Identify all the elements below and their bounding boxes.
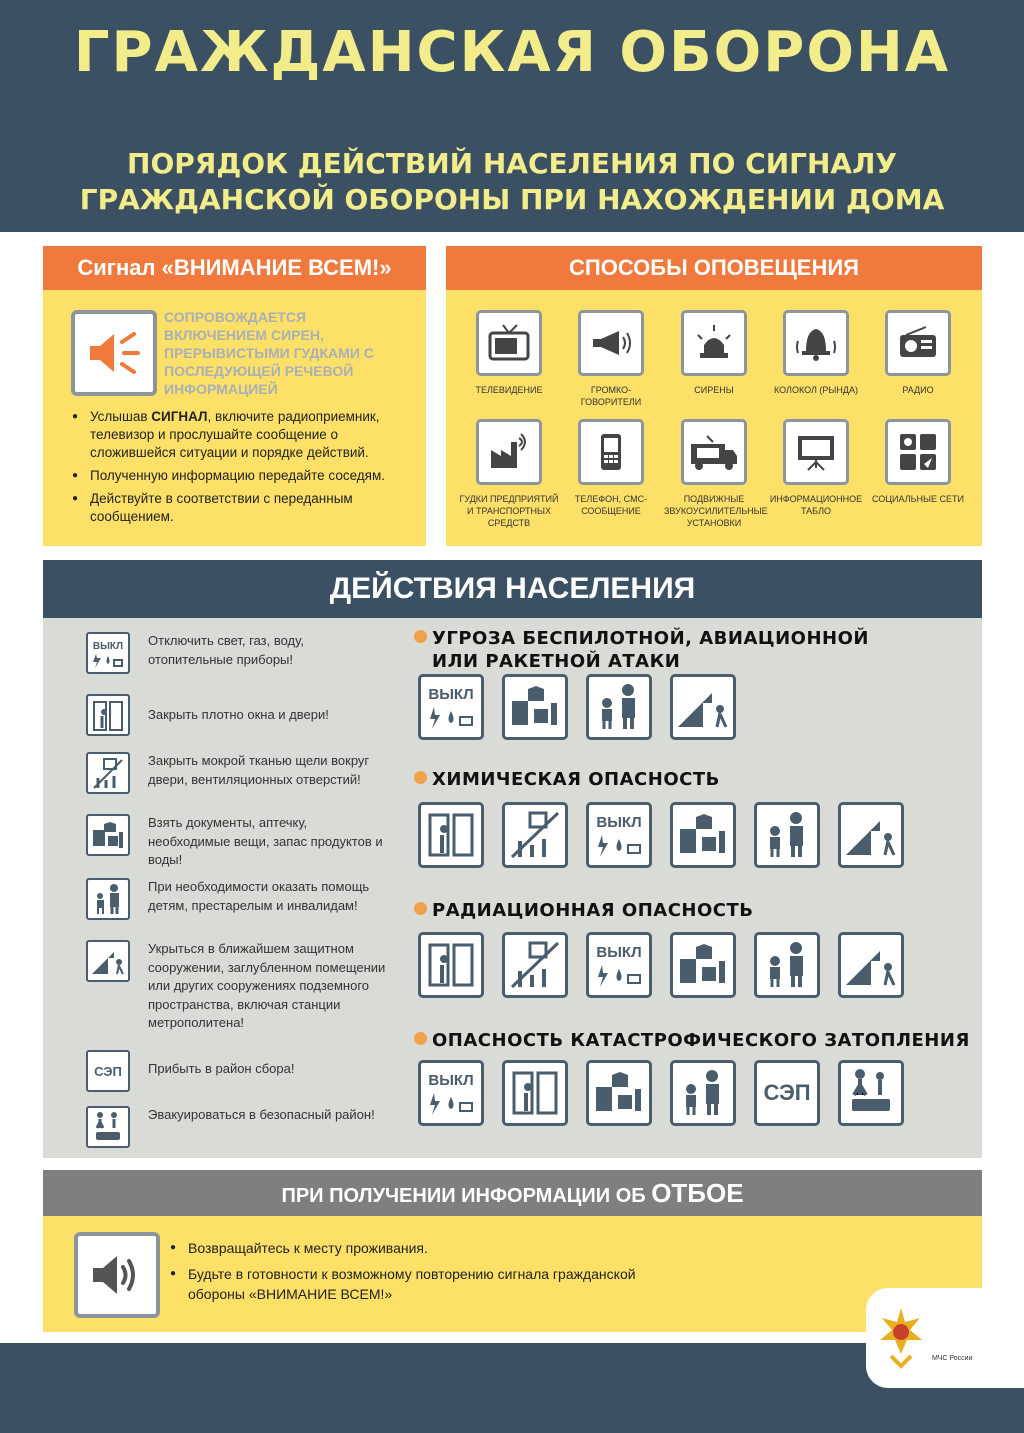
action-text: Закрыть мокрой тканью щели вокруг двери, вентиляционных отверстий! (148, 753, 370, 787)
help-people-icon (586, 674, 652, 740)
action-text: Прибыть в район сбора! (148, 1061, 295, 1076)
hazard-title-radiation: РАДИАЦИОННАЯ ОПАСНОСТЬ (414, 899, 753, 922)
action-text: Закрыть плотно окна и двери! (148, 707, 329, 722)
action-item (86, 752, 386, 794)
sep-label: СЭП (763, 1080, 811, 1105)
supplies-icon (502, 674, 568, 740)
action-text: Отключить свет, газ, воду, отопительные приборы! (148, 633, 304, 667)
logo-text: МЧС России (932, 1355, 973, 1362)
hazard-title-flood: ОПАСНОСТЬ КАТАСТРОФИЧЕСКОГО ЗАТОПЛЕНИЯ (414, 1029, 970, 1052)
signal-bullets (72, 408, 412, 531)
board-icon (794, 432, 838, 472)
loudspeaker-loud-icon (84, 328, 144, 378)
page-title: ГРАЖДАНСКАЯ ОБОРОНА (73, 20, 951, 85)
shelter-icon (670, 674, 736, 740)
supplies-icon (670, 932, 736, 998)
way-item-bell (766, 310, 866, 396)
way-label: ПОДВИЖНЫЕ ЗВУКОУСИЛИТЕЛЬНЫЕ УСТАНОВКИ (664, 494, 768, 528)
close-doors-icon (86, 694, 130, 736)
hazard-title-attack: УГРОЗА БЕСПИЛОТНОЙ, АВИАЦИОННОЙ ИЛИ РАКЕТНОЙ АТАКИ (414, 627, 869, 673)
way-label: СИРЕНЫ (694, 385, 734, 395)
close-doors-icon (418, 932, 484, 998)
phone-icon (589, 432, 633, 472)
shelter-icon (86, 940, 130, 982)
action-item (86, 1106, 386, 1148)
seal-gaps-icon (86, 752, 130, 794)
way-label: ГРОМКО-ГОВОРИТЕЛИ (580, 385, 642, 407)
way-label: РАДИО (902, 385, 934, 395)
volume-icon (87, 1250, 147, 1300)
bullet-dot-icon (414, 630, 427, 643)
hazard-icons-flood (418, 1060, 922, 1126)
signal-bullet: ● Полученную информацию передайте соседям. (72, 467, 412, 485)
speaker-tile (74, 1232, 160, 1318)
action-text: Эвакуироваться в безопасный район! (148, 1107, 375, 1122)
truck-icon (689, 432, 739, 472)
signal-accompany-text: СОПРОВОЖДАЕТСЯ ВКЛЮЧЕНИЕМ СИРЕН, ПРЕРЫВИСТЫМИ ГУДКАМИ С ПОСЛЕДУЮЩЕЙ РЕЧЕВОЙ ИНФОРМАЦИЕЙ (164, 309, 374, 397)
seal-gaps-icon (502, 802, 568, 868)
action-item (86, 814, 386, 870)
way-item-radio (868, 310, 968, 396)
radio-icon (896, 323, 940, 363)
way-item-sirens (664, 310, 764, 396)
sep-icon (86, 1050, 130, 1092)
hazard-title-chemical: ХИМИЧЕСКАЯ ОПАСНОСТЬ (414, 768, 720, 791)
siren-icon (692, 323, 736, 363)
action-item (86, 1050, 386, 1092)
factory-icon (487, 432, 531, 472)
bullet-text: Услышав (90, 409, 152, 424)
way-item-loudspeakers (561, 310, 661, 408)
hazard-icons-attack (418, 674, 754, 740)
help-people-icon (86, 878, 130, 920)
way-label: ИНФОРМАЦИОННОЕ ТАБЛО (769, 494, 863, 516)
switch-off-icon (86, 632, 130, 674)
bullet-dot-icon (414, 902, 427, 915)
help-people-icon (670, 1060, 736, 1126)
mchs-emblem-icon (876, 1304, 926, 1374)
bullet-dot-icon (414, 1032, 427, 1045)
sep-label: СЭП (94, 1063, 122, 1079)
page-subtitle (0, 146, 1024, 218)
help-people-icon (754, 802, 820, 868)
way-label: СОЦИАЛЬНЫЕ СЕТИ (872, 494, 964, 504)
tv-icon (487, 323, 531, 363)
speaker-tile (71, 310, 157, 396)
way-label: ТЕЛЕВИДЕНИЕ (475, 385, 543, 395)
switch-off-icon (418, 1060, 484, 1126)
hazard-icons-chemical (418, 802, 922, 868)
evacuate-icon (86, 1106, 130, 1148)
shelter-icon (838, 932, 904, 998)
switch-off-icon (586, 802, 652, 868)
action-item (86, 694, 386, 736)
ways-heading: СПОСОБЫ ОПОВЕЩЕНИЯ (446, 246, 982, 290)
action-item (86, 940, 386, 1033)
evacuate-icon (838, 1060, 904, 1126)
action-text: При необходимости оказать помощь детям, престарелым и инвалидам! (148, 879, 370, 913)
svg-text:ВЫКЛ: ВЫКЛ (428, 1072, 474, 1089)
close-doors-icon (502, 1060, 568, 1126)
svg-text:ВЫКЛ: ВЫКЛ (428, 686, 474, 703)
otboi-item: ● Возвращайтесь к месту проживания. (170, 1238, 670, 1258)
hazard-icons-radiation (418, 932, 922, 998)
social-icon (896, 432, 940, 472)
action-item (86, 878, 386, 920)
bullet-bold: СИГНАЛ (151, 409, 208, 424)
action-text: Взять документы, аптечку, необходимые вещи, запас продуктов и воды! (148, 815, 383, 867)
way-item-board (766, 419, 866, 517)
supplies-icon (586, 1060, 652, 1126)
way-item-tv (459, 310, 559, 396)
svg-text:ВЫКЛ: ВЫКЛ (92, 641, 124, 652)
way-label: КОЛОКОЛ (РЫНДА) (774, 385, 858, 395)
switch-off-icon (586, 932, 652, 998)
signal-bullet (72, 408, 412, 462)
way-item-phone (561, 419, 661, 517)
way-label: ГУДКИ ПРЕДПРИЯТИЙ И ТРАНСПОРТНЫХ СРЕДСТВ (459, 494, 559, 528)
action-text: Укрыться в ближайшем защитном сооружении, заглубленном помещении или других сооружениях подземного пространства, включая станции метрополитена! (148, 941, 386, 1030)
otboi-item: ● Будьте в готовности к возможному повторению сигнала гражданской обороны «ВНИМАНИЕ ВСЕМ!» (170, 1264, 670, 1304)
signal-bullet: ● Действуйте в соответствии с переданным сообщением. (72, 490, 412, 526)
otboi-heading: ПРИ ПОЛУЧЕНИИ ИНФОРМАЦИИ ОБ ОТБОЕ (43, 1170, 982, 1216)
way-label: ТЕЛЕФОН, СМС-СООБЩЕНИЕ (574, 494, 648, 516)
bullet-dot-icon (414, 771, 427, 784)
svg-text:ВЫКЛ: ВЫКЛ (596, 814, 642, 831)
way-item-truck (664, 419, 768, 529)
bullet-text: , включите радиоприемник, телевизор и прослушайте сообщение о сложившейся ситуации и порядке действий. (90, 409, 380, 460)
otboi-list (170, 1238, 670, 1310)
actions-heading: ДЕЙСТВИЯ НАСЕЛЕНИЯ (43, 560, 982, 618)
signal-heading: Сигнал «ВНИМАНИЕ ВСЕМ!» (43, 246, 426, 290)
switch-off-icon (418, 674, 484, 740)
svg-text:ВЫКЛ: ВЫКЛ (596, 944, 642, 961)
action-item (86, 632, 386, 674)
supplies-icon (86, 814, 130, 856)
subtitle-line-1: ПОРЯДОК ДЕЙСТВИЙ НАСЕЛЕНИЯ ПО СИГНАЛУ (127, 147, 897, 180)
bell-icon (794, 323, 838, 363)
way-item-social (868, 419, 968, 505)
close-doors-icon (418, 802, 484, 868)
shelter-icon (838, 802, 904, 868)
way-item-factory (459, 419, 559, 529)
seal-gaps-icon (502, 932, 568, 998)
subtitle-line-2: ГРАЖДАНСКОЙ ОБОРОНЫ ПРИ НАХОЖДЕНИИ ДОМА (79, 183, 945, 216)
help-people-icon (754, 932, 820, 998)
sep-icon (754, 1060, 820, 1126)
supplies-icon (670, 802, 736, 868)
loudspeaker-icon (589, 323, 633, 363)
